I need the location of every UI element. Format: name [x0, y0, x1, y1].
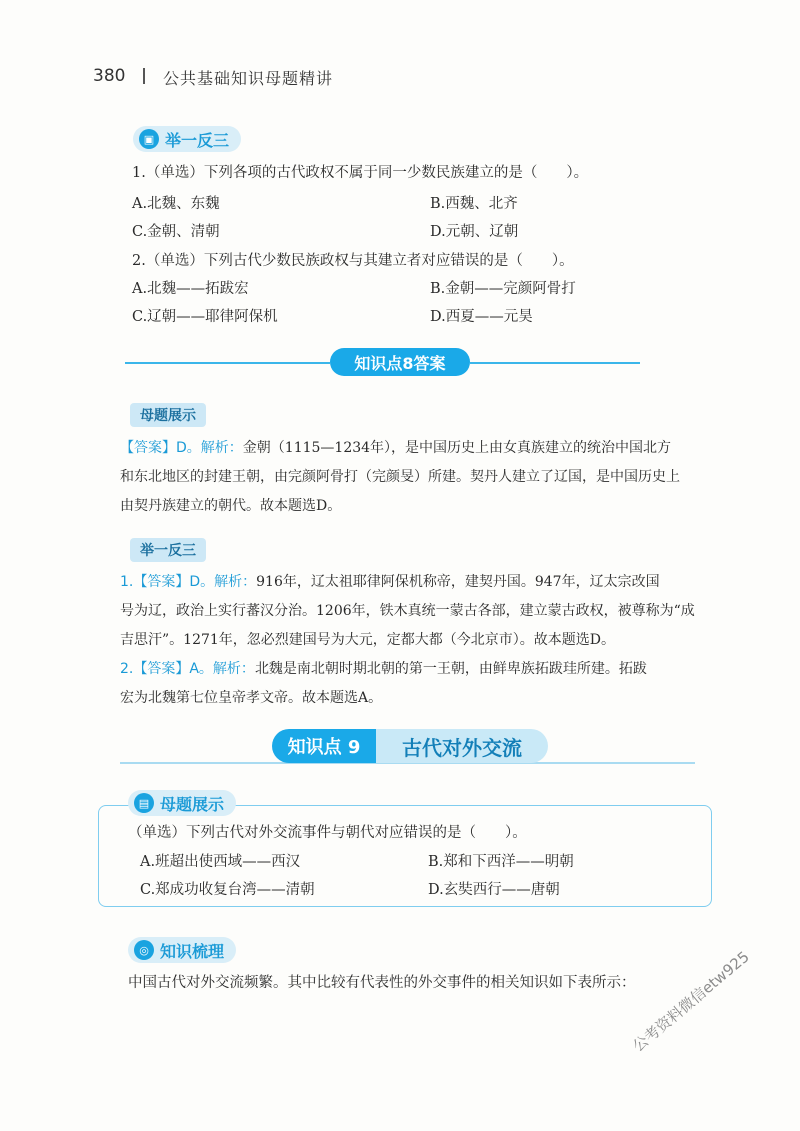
q2-option-b: B.金朝——完颜阿骨打: [430, 281, 576, 297]
knowledge-point-label: 知识点 9: [272, 729, 376, 763]
knowledge-sort-heading-label: 知识梳理: [160, 941, 225, 961]
practice-heading: [133, 126, 241, 152]
q2-option-a: A.北魏——拓跋宏: [132, 281, 249, 297]
knowledge-point-title: 古代对外交流: [376, 729, 548, 763]
question-2-stem: 2.（单选）下列古代少数民族政权与其建立者对应错误的是（ ）。: [132, 253, 574, 269]
header-divider: [143, 68, 145, 84]
mother-answer-line-2: 和东北地区的封建王朝，由完颜阿骨打（完颜旻）所建。契丹人建立了辽国，是中国历史上: [120, 469, 680, 485]
knowledge-sort-icon: ◎: [134, 940, 154, 960]
p1-line-1: 916年，辽太祖耶律阿保机称帝，建契丹国。947年，辽太宗改国: [256, 574, 660, 590]
practice-heading-label: 举一反三: [165, 130, 230, 150]
practice-icon: ▣: [139, 129, 159, 149]
p1-line-2: 号为辽，政治上实行蕃汉分治。1206年，铁木真统一蒙古各部，建立蒙古政权，被尊称为“成: [120, 603, 695, 619]
p2-line-2: 宏为北魏第七位皇帝孝文帝。故本题选A。: [120, 690, 383, 706]
p2-line-1: 北魏是南北朝时期北朝的第一王朝，由鲜卑族拓跋珪所建。拓跋: [254, 661, 647, 677]
knowledge-sort-intro: 中国古代对外交流频繁。其中比较有代表性的外交事件的相关知识如下表所示：: [128, 975, 636, 991]
mother-answer-paragraph: [120, 434, 740, 521]
mother-question-icon: ▤: [134, 793, 154, 813]
mq-option-a: A.班超出使西域——西汉: [140, 854, 301, 870]
book-title: 公共基础知识母题精讲: [163, 69, 334, 88]
page-number: 380: [93, 66, 126, 86]
mq-option-b: B.郑和下西洋——明朝: [428, 854, 574, 870]
q1-option-a: A.北魏、东魏: [132, 196, 220, 212]
p1-line-3: 吉思汗”。1271年，忽必烈建国号为大元，定都大都（今北京市）。故本题选D。: [120, 632, 616, 648]
mother-answer-tag: 母题展示: [130, 403, 206, 427]
mother-answer-label: 【答案】D。解析：: [120, 440, 243, 456]
practice-answer-tag: 举一反三: [130, 538, 206, 562]
mother-answer-line-3: 由契丹族建立的朝代。故本题选D。: [120, 498, 342, 514]
q1-option-c: C.金朝、清朝: [132, 224, 220, 240]
mother-question-heading: [128, 790, 236, 816]
p2-label: 2.【答案】A。解析：: [120, 661, 255, 677]
mother-question-heading-label: 母题展示: [160, 794, 225, 814]
practice-answer-1: [120, 568, 740, 655]
knowledge-sort-heading: [128, 937, 236, 963]
p1-label: 1.【答案】D。解析：: [120, 574, 257, 590]
q1-option-d: D.元朝、辽朝: [430, 224, 519, 240]
section-rule-right: [470, 362, 640, 364]
watermark: 公考资料微信etw925: [629, 947, 753, 1056]
mq-option-c: C.郑成功收复台湾——清朝: [140, 882, 315, 898]
q2-option-d: D.西夏——元昊: [430, 309, 533, 325]
q2-option-c: C.辽朝——耶律阿保机: [132, 309, 278, 325]
mq-option-d: D.玄奘西行——唐朝: [428, 882, 560, 898]
practice-answer-2: [120, 655, 740, 713]
answer-section-title: 知识点8答案: [330, 348, 470, 376]
q1-option-b: B.西魏、北齐: [430, 196, 518, 212]
question-1-stem: 1.（单选）下列各项的古代政权不属于同一少数民族建立的是（ ）。: [132, 165, 589, 181]
mother-question-stem: （单选）下列古代对外交流事件与朝代对应错误的是（ ）。: [128, 825, 527, 841]
section-rule-left: [125, 362, 330, 364]
mother-answer-line-1: 金朝（1115—1234年），是中国历史上由女真族建立的统治中国北方: [242, 440, 672, 456]
